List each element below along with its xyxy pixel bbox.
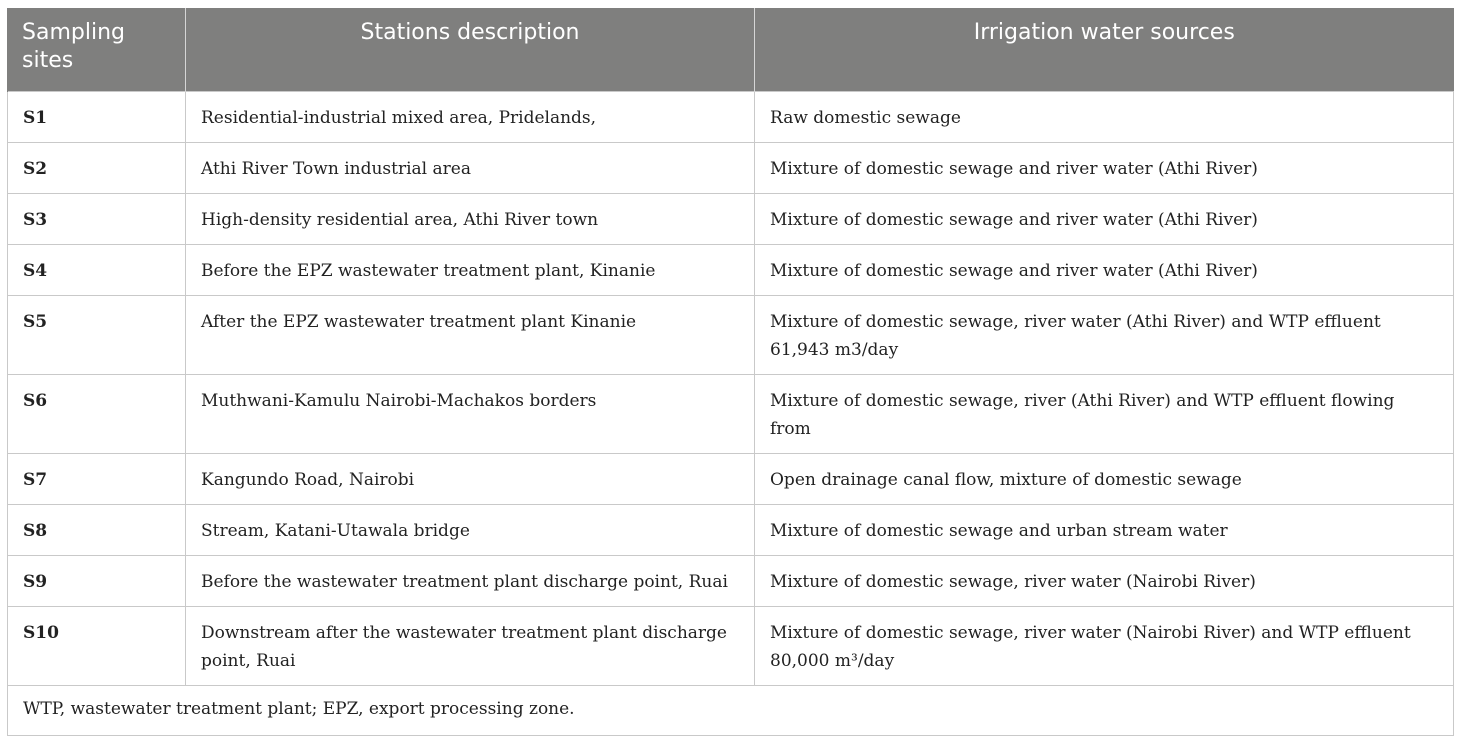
site-cell: S2 [8,142,186,193]
site-cell: S6 [8,374,186,453]
description-cell: High-density residential area, Athi River town [186,193,755,244]
source-cell: Mixture of domestic sewage, river water (Nairobi River) [755,555,1454,606]
site-cell: S8 [8,504,186,555]
source-cell: Mixture of domestic sewage and river water (Athi River) [755,244,1454,295]
site-cell: S1 [8,91,186,142]
header-sampling-sites: Sampling sites [8,8,186,91]
table-row [8,453,1454,504]
table-row [8,295,1454,374]
table-row [8,142,1454,193]
table-row [8,555,1454,606]
description-cell: Before the wastewater treatment plant discharge point, Ruai [186,555,755,606]
description-cell: Before the EPZ wastewater treatment plant, Kinanie [186,244,755,295]
site-cell: S7 [8,453,186,504]
header-row [8,8,1454,91]
table-body [8,91,1454,735]
table-row [8,374,1454,453]
description-cell: Residential-industrial mixed area, Pridelands, [186,91,755,142]
description-cell: Athi River Town industrial area [186,142,755,193]
table-row [8,91,1454,142]
table-row [8,244,1454,295]
source-cell: Mixture of domestic sewage, river water (Nairobi River) and WTP effluent 80,000 m³/day [755,606,1454,685]
site-cell: S9 [8,555,186,606]
source-cell: Mixture of domestic sewage and river water (Athi River) [755,193,1454,244]
header-irrigation-water-sources: Irrigation water sources [755,8,1454,91]
description-cell: After the EPZ wastewater treatment plant Kinanie [186,295,755,374]
source-cell: Raw domestic sewage [755,91,1454,142]
table-row [8,193,1454,244]
description-cell: Kangundo Road, Nairobi [186,453,755,504]
description-cell: Downstream after the wastewater treatment plant discharge point, Ruai [186,606,755,685]
source-cell: Mixture of domestic sewage, river (Athi River) and WTP effluent flowing from [755,374,1454,453]
site-cell: S5 [8,295,186,374]
sampling-sites-table [7,8,1454,736]
header-stations-description: Stations description [186,8,755,91]
table-footnote: WTP, wastewater treatment plant; EPZ, export processing zone. [8,685,1454,735]
table-row [8,504,1454,555]
table-header [8,8,1454,91]
source-cell: Mixture of domestic sewage and river water (Athi River) [755,142,1454,193]
source-cell: Mixture of domestic sewage, river water (Athi River) and WTP effluent 61,943 m3/day [755,295,1454,374]
site-cell: S10 [8,606,186,685]
site-cell: S4 [8,244,186,295]
data-table-container [7,8,1453,736]
description-cell: Stream, Katani-Utawala bridge [186,504,755,555]
footnote-row [8,685,1454,735]
table-row [8,606,1454,685]
source-cell: Open drainage canal flow, mixture of domestic sewage [755,453,1454,504]
source-cell: Mixture of domestic sewage and urban stream water [755,504,1454,555]
site-cell: S3 [8,193,186,244]
description-cell: Muthwani-Kamulu Nairobi-Machakos borders [186,374,755,453]
